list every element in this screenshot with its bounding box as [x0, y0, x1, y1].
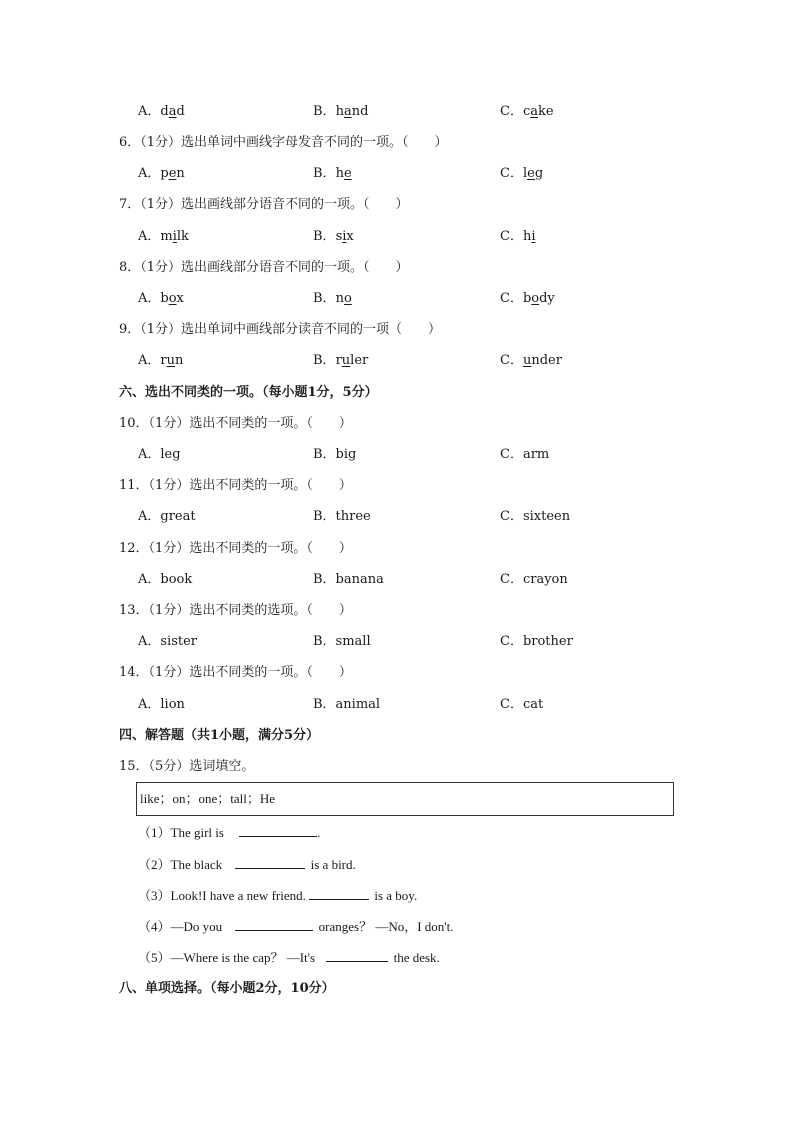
- question-9-prompt: 9．（1分）选出单词中画线部分读音不同的一项（ ）: [119, 322, 442, 337]
- option-b[interactable]: B．small: [313, 634, 371, 649]
- question-14-prompt: 14．（1分）选出不同类的一项。（ ）: [119, 665, 352, 680]
- option-c[interactable]: C．cake: [500, 104, 554, 119]
- q10-options: [0, 445, 794, 465]
- fill-item-4: （4）—Do you oranges？ —No，I don't.: [138, 919, 454, 934]
- option-c[interactable]: C．cat: [500, 697, 544, 712]
- option-c[interactable]: C．brother: [500, 634, 573, 649]
- q7-options: [0, 227, 794, 247]
- question-8-prompt: 8．（1分）选出画线部分语音不同的一项。（ ）: [119, 260, 409, 275]
- question-6-prompt: 6．（1分）选出单词中画线字母发音不同的一项。（ ）: [119, 135, 448, 150]
- answer-blank-4[interactable]: [235, 917, 313, 931]
- option-b[interactable]: B．hand: [313, 104, 369, 119]
- option-c[interactable]: C．sixteen: [500, 509, 571, 524]
- option-b[interactable]: B．ruler: [313, 353, 369, 368]
- option-a[interactable]: A．run: [138, 353, 184, 368]
- q6-options: [0, 164, 794, 184]
- question-11-prompt: 11．（1分）选出不同类的一项。（ ）: [119, 478, 352, 493]
- q13-options: [0, 632, 794, 652]
- option-a[interactable]: A．great: [138, 509, 196, 524]
- option-b[interactable]: B．he: [313, 166, 352, 181]
- q5-options: [0, 102, 794, 122]
- section-8-heading: 八、单项选择。（每小题2分，10分）: [119, 981, 335, 996]
- option-a[interactable]: A．book: [138, 572, 193, 587]
- q12-options: [0, 570, 794, 590]
- option-b[interactable]: B．banana: [313, 572, 384, 587]
- answer-blank-2[interactable]: [235, 855, 305, 869]
- option-c[interactable]: C．hi: [500, 229, 536, 244]
- q8-options: [0, 289, 794, 309]
- option-c[interactable]: C．under: [500, 353, 562, 368]
- q14-options: [0, 695, 794, 715]
- answer-blank-5[interactable]: [326, 948, 388, 962]
- option-b[interactable]: B．no: [313, 291, 352, 306]
- option-a[interactable]: A．dad: [138, 104, 185, 119]
- q11-options: [0, 507, 794, 527]
- section-6-heading: 六、选出不同类的一项。（每小题1分，5分）: [119, 385, 378, 400]
- option-a[interactable]: A．milk: [138, 229, 189, 244]
- option-c[interactable]: C．arm: [500, 447, 550, 462]
- question-13-prompt: 13．（1分）选出不同类的选项。（ ）: [119, 603, 352, 618]
- option-c[interactable]: C．body: [500, 291, 555, 306]
- option-b[interactable]: B．animal: [313, 697, 381, 712]
- option-a[interactable]: A．sister: [138, 634, 198, 649]
- answer-blank-1[interactable]: [239, 823, 317, 837]
- question-10-prompt: 10．（1分）选出不同类的一项。（ ）: [119, 416, 352, 431]
- question-7-prompt: 7．（1分）选出画线部分语音不同的一项。（ ）: [119, 197, 409, 212]
- option-a[interactable]: A．pen: [138, 166, 185, 181]
- option-a[interactable]: A．lion: [138, 697, 185, 712]
- q9-options: [0, 351, 794, 371]
- fill-item-2: （2）The black is a bird.: [138, 857, 356, 872]
- section-4-heading: 四、解答题（共1小题，满分5分）: [119, 728, 320, 743]
- question-12-prompt: 12．（1分）选出不同类的一项。（ ）: [119, 541, 352, 556]
- option-c[interactable]: C．leg: [500, 166, 544, 181]
- option-b[interactable]: B．big: [313, 447, 357, 462]
- question-15-prompt: 15．（5分）选词填空。: [119, 759, 255, 774]
- answer-blank-3[interactable]: [309, 886, 369, 900]
- word-bank-box: like；on；one；tall；He: [136, 782, 674, 816]
- option-b[interactable]: B．three: [313, 509, 371, 524]
- option-a[interactable]: A．leg: [138, 447, 181, 462]
- fill-item-3: （3）Look!I have a new friend. is a boy.: [138, 888, 418, 903]
- option-a[interactable]: A．box: [138, 291, 184, 306]
- fill-item-5: （5）—Where is the cap？ —It's the desk.: [138, 950, 440, 965]
- option-b[interactable]: B．six: [313, 229, 354, 244]
- option-c[interactable]: C．crayon: [500, 572, 568, 587]
- fill-item-1: （1）The girl is .: [138, 825, 321, 840]
